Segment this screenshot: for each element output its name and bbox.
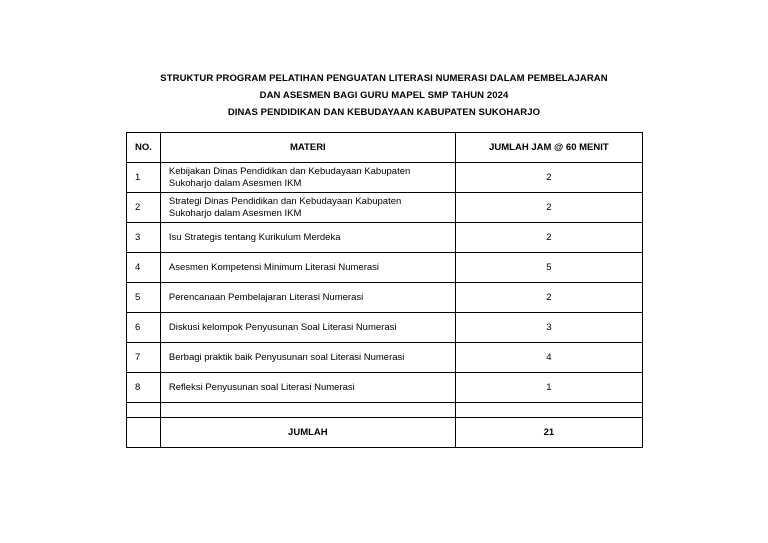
title-line-2: DAN ASESMEN BAGI GURU MAPEL SMP TAHUN 2024 [259, 90, 509, 101]
row-materi: Berbagi praktik baik Penyusunan soal Literasi Numerasi [160, 343, 455, 373]
program-structure-table [126, 132, 643, 448]
table-row [127, 163, 643, 193]
row-materi: Perencanaan Pembelajaran Literasi Numerasi [160, 283, 455, 313]
row-no: 2 [127, 193, 161, 223]
table-row [127, 193, 643, 223]
row-materi-line1: Strategi Dinas Pendidikan dan Kebudayaan Kabupaten [168, 195, 402, 207]
row-materi: Isu Strategis tentang Kurikulum Merdeka [160, 223, 455, 253]
row-jam: 5 [455, 253, 642, 283]
empty-cell [160, 403, 455, 418]
row-materi-line1: Kebijakan Dinas Pendidikan dan Kebudayaan Kabupaten [168, 165, 411, 177]
row-no: 3 [127, 223, 161, 253]
total-empty-cell [127, 418, 161, 448]
row-jam: 1 [455, 373, 642, 403]
header-jam: JUMLAH JAM @ 60 MENIT [455, 133, 642, 163]
row-materi-line2: Sukoharjo dalam Asesmen IKM [168, 207, 302, 219]
title-line-3: DINAS PENDIDIKAN DAN KEBUDAYAAN KABUPATEN SUKOHARJO [227, 107, 541, 118]
row-materi [160, 163, 455, 193]
row-no: 7 [127, 343, 161, 373]
total-label: JUMLAH [160, 418, 455, 448]
row-materi: Diskusi kelompok Penyusunan Soal Literasi Numerasi [160, 313, 455, 343]
row-jam: 2 [455, 163, 642, 193]
empty-cell [455, 403, 642, 418]
empty-row [127, 403, 643, 418]
table-row [127, 283, 643, 313]
row-jam: 3 [455, 313, 642, 343]
table-row [127, 373, 643, 403]
table-header-row [127, 133, 643, 163]
row-jam: 4 [455, 343, 642, 373]
row-materi [160, 193, 455, 223]
row-materi: Asesmen Kompetensi Minimum Literasi Numerasi [160, 253, 455, 283]
row-no: 4 [127, 253, 161, 283]
total-value: 21 [455, 418, 642, 448]
row-materi: Refleksi Penyusunan soal Literasi Numerasi [160, 373, 455, 403]
table-row [127, 343, 643, 373]
table-row [127, 253, 643, 283]
row-jam: 2 [455, 223, 642, 253]
row-no: 1 [127, 163, 161, 193]
title-line-1: STRUKTUR PROGRAM PELATIHAN PENGUATAN LITERASI NUMERASI DALAM PEMBELAJARAN [160, 73, 608, 84]
row-jam: 2 [455, 283, 642, 313]
table-row [127, 223, 643, 253]
total-row [127, 418, 643, 448]
row-jam: 2 [455, 193, 642, 223]
header-no: NO. [127, 133, 161, 163]
table-row [127, 313, 643, 343]
row-no: 5 [127, 283, 161, 313]
row-no: 6 [127, 313, 161, 343]
row-materi-line2: Sukoharjo dalam Asesmen IKM [168, 177, 302, 189]
header-materi: MATERI [160, 133, 455, 163]
row-no: 8 [127, 373, 161, 403]
empty-cell [127, 403, 161, 418]
document-title [0, 70, 768, 121]
